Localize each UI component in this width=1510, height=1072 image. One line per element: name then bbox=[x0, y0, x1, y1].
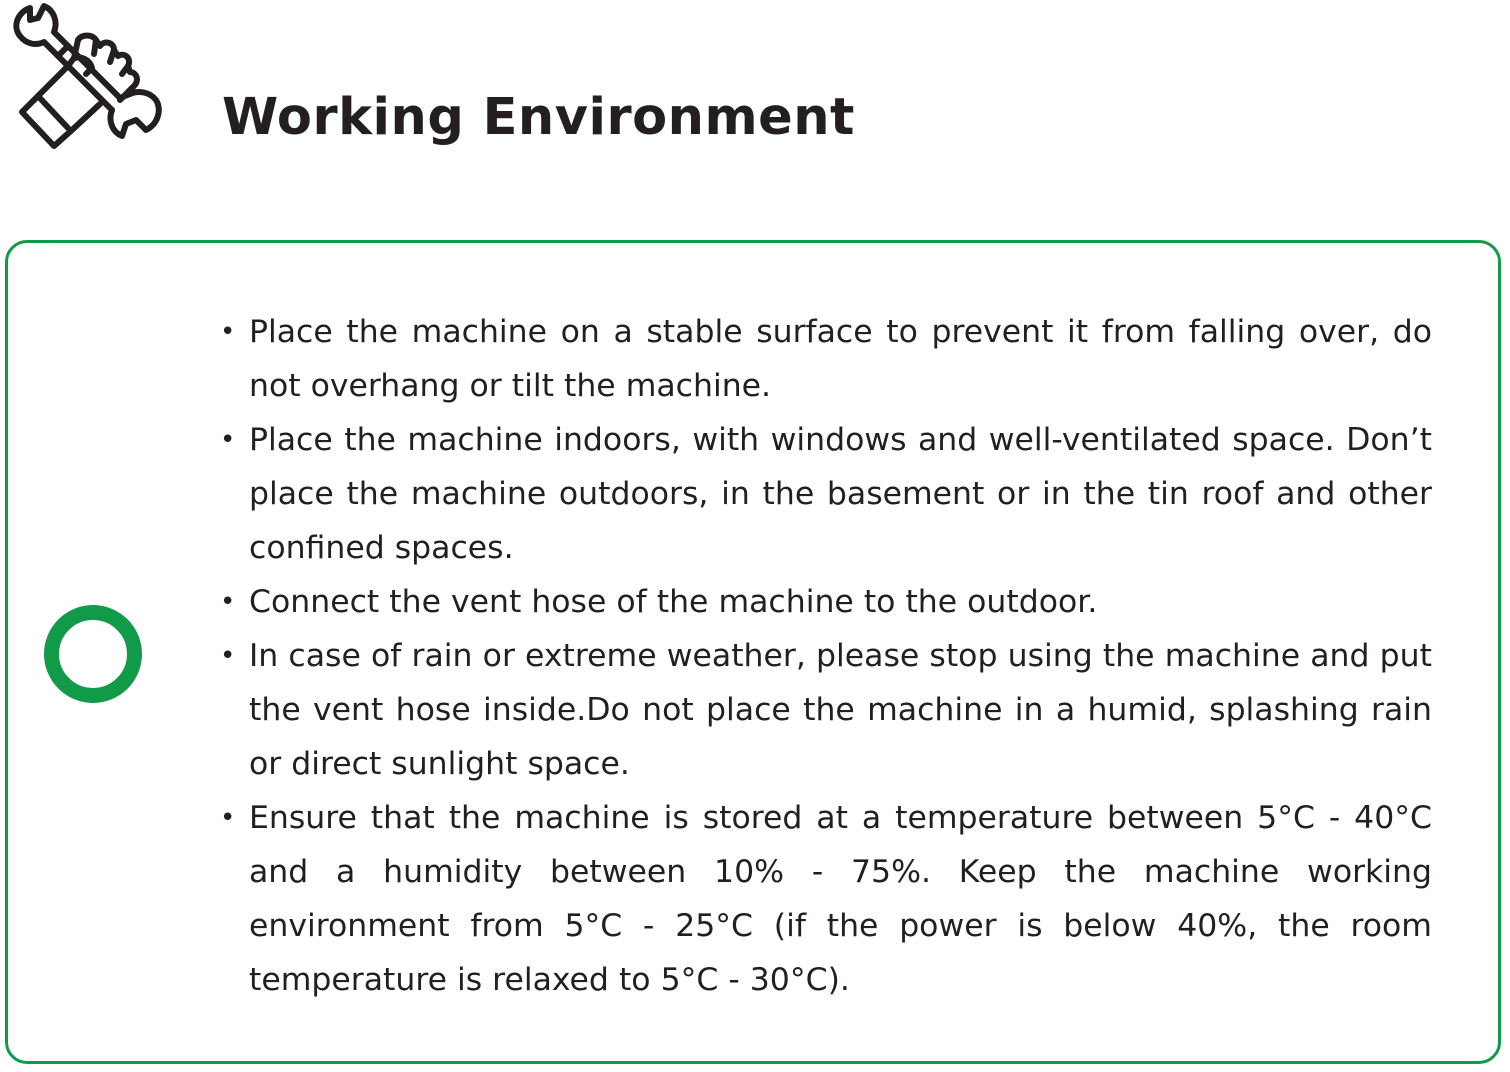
list-item-text: Place the machine indoors, with windows and well-ventilated space. Don’t place the machine outdoors, in the basement or in the tin roof and other confined spaces. bbox=[249, 422, 1432, 566]
bullet-list bbox=[220, 305, 1432, 1007]
list-item-text: In case of rain or extreme weather, please stop using the machine and put the vent hose inside.Do not place the machine in a humid, splashing rain or direct sunlight space. bbox=[249, 638, 1432, 782]
list-item-text: Connect the vent hose of the machine to the outdoor. bbox=[249, 584, 1098, 620]
bullet-icon: • bbox=[220, 317, 236, 347]
bullet-icon: • bbox=[220, 425, 236, 455]
list-item bbox=[220, 791, 1432, 1007]
bullet-icon: • bbox=[220, 803, 236, 833]
list-item bbox=[220, 575, 1432, 629]
ring-icon bbox=[44, 605, 142, 703]
bullet-icon: • bbox=[220, 587, 236, 617]
list-item-text: Place the machine on a stable surface to prevent it from falling over, do not overhang or tilt the machine. bbox=[249, 314, 1432, 404]
bullet-icon: • bbox=[220, 641, 236, 671]
list-item bbox=[220, 629, 1432, 791]
list-item bbox=[220, 305, 1432, 413]
page-title: Working Environment bbox=[222, 88, 855, 147]
list-item bbox=[220, 413, 1432, 575]
hand-wrench-icon bbox=[8, 0, 168, 158]
list-item-text: Ensure that the machine is stored at a temperature between 5°C - 40°C and a humidity between 10% - 75%. Keep the machine working environment from 5°C - 25°C (if the power is below 40%, the room temperature is relaxed to 5°C - 30°C). bbox=[249, 800, 1432, 998]
